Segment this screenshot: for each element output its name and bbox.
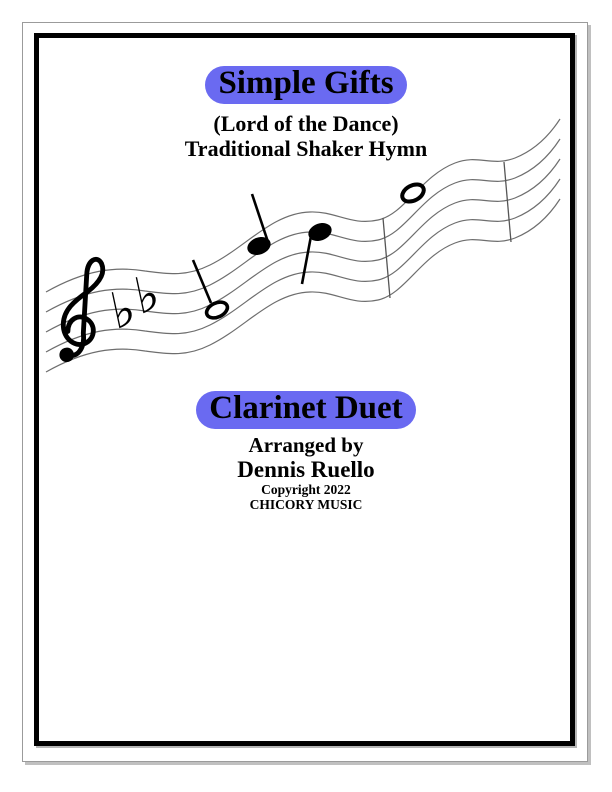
subtitle-alternate-title: (Lord of the Dance) [213, 111, 399, 136]
flat-sign-icon: ♭ [105, 279, 141, 341]
flat-sign-icon: ♭ [129, 264, 165, 326]
arranged-by-label: Arranged by [248, 433, 364, 457]
page-title: Simple Gifts [205, 66, 406, 104]
copyright-line: Copyright 2022 [261, 482, 351, 497]
credits-block [0, 391, 612, 512]
publisher-line: CHICORY MUSIC [249, 497, 363, 512]
subtitle-source: Traditional Shaker Hymn [184, 136, 428, 161]
title-block [0, 66, 612, 161]
ensemble-title: Clarinet Duet [196, 391, 415, 429]
arranger-name: Dennis Ruello [237, 457, 375, 482]
